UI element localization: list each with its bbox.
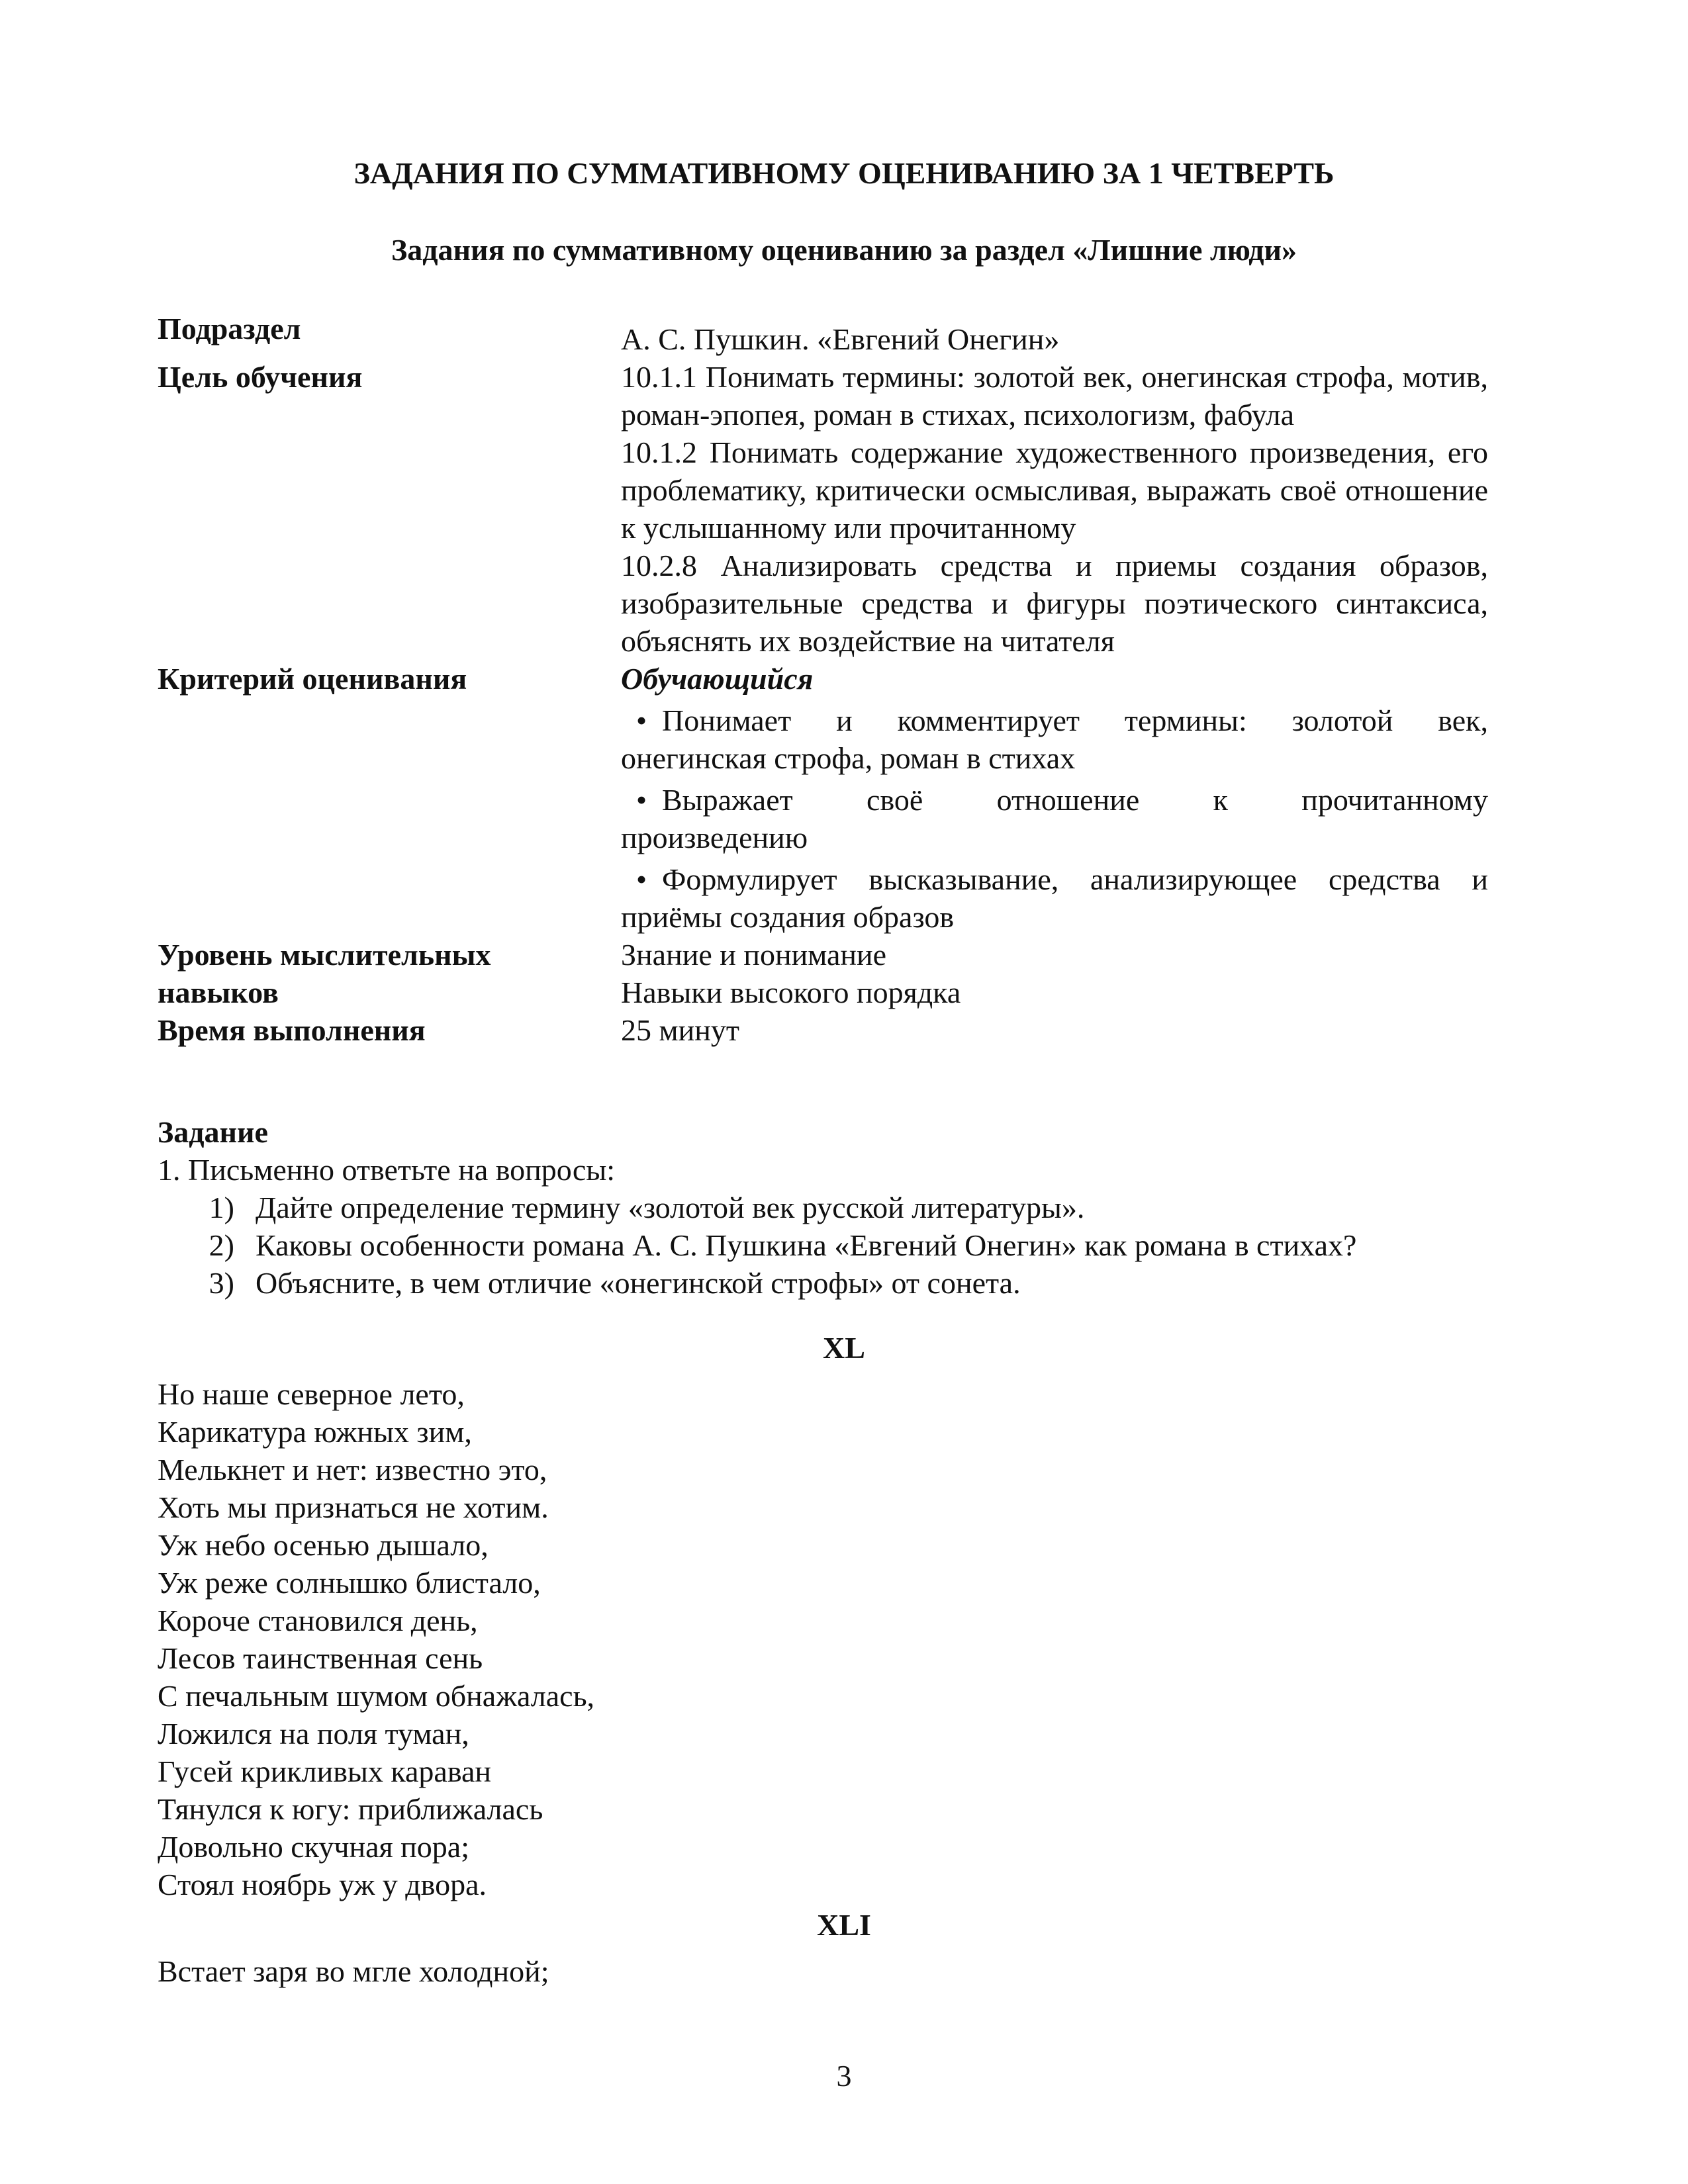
criteria-item: • Выражает своё отношение к прочитанному произведению xyxy=(621,781,1488,856)
poem-line: Довольно скучная пора; xyxy=(158,1830,469,1864)
goal-item: 10.1.1 Понимать термины: золотой век, онегинская строфа, мотив, роман-эпопея, роман в стихах, психологизм, фабула xyxy=(621,360,1488,432)
goal-row xyxy=(158,358,1508,660)
criteria-item: • Формулирует высказывание, анализирующее средства и приёмы создания образов xyxy=(621,860,1488,936)
poem-line: Короче становился день, xyxy=(158,1604,478,1637)
poem-line: Мелькнет и нет: известно это, xyxy=(158,1453,547,1486)
criteria-heading: Обучающийся xyxy=(621,662,814,696)
time-row xyxy=(158,1011,1508,1049)
poem-line: Встает заря во мгле холодной; xyxy=(158,1954,549,1988)
task-section xyxy=(158,1113,1508,1302)
question-item: 2) Каковы особенности романа А. С. Пушкина «Евгений Онегин» как романа в стихах? xyxy=(209,1228,1357,1262)
goal-label: Цель обучения xyxy=(158,360,363,394)
poem-line: Но наше северное лето, xyxy=(158,1377,465,1411)
goal-item: 10.2.8 Анализировать средства и приемы создания образов, изобразительные средства и фигуры поэтического синтаксиса, объяснять их воздействие на читателя xyxy=(621,549,1488,658)
stanza-title-xl: XL xyxy=(823,1331,865,1365)
task-intro: 1. Письменно ответьте на вопросы: xyxy=(158,1153,616,1187)
poem-line: Лесов таинственная сень xyxy=(158,1641,483,1675)
skills-label: Уровень мыслительных навыков xyxy=(158,938,491,1009)
criteria-row xyxy=(158,660,1508,936)
page-number: 3 xyxy=(836,2059,852,2093)
poem-line: Уж реже солнышко блистало, xyxy=(158,1566,541,1600)
section-title: Задания по суммативному оцениванию за раздел «Лишние люди» xyxy=(391,233,1297,267)
main-title: ЗАДАНИЯ ПО СУММАТИВНОМУ ОЦЕНИВАНИЮ ЗА 1 ЧЕТВЕРТЬ xyxy=(353,156,1335,190)
time-label: Время выполнения xyxy=(158,1013,426,1047)
poem-line: С печальным шумом обнажалась, xyxy=(158,1679,595,1713)
poem-line: Гусей крикливых караван xyxy=(158,1754,492,1788)
criteria-item: • Понимает и комментирует термины: золотой век, онегинская строфа, роман в стихах xyxy=(621,702,1488,777)
time-value: 25 минут xyxy=(621,1013,739,1047)
subsection-row xyxy=(158,310,1508,358)
info-table xyxy=(158,310,1508,1049)
task-heading: Задание xyxy=(158,1115,268,1149)
stanza-title-xli: XLI xyxy=(817,1908,871,1942)
question-item: 3) Объясните, в чем отличие «онегинской строфы» от сонета. xyxy=(209,1266,1021,1300)
skills-row xyxy=(158,936,1508,1011)
poem-line: Карикатура южных зим, xyxy=(158,1415,472,1449)
poem-line: Уж небо осенью дышало, xyxy=(158,1528,489,1562)
question-list xyxy=(158,1189,1508,1302)
subsection-label: Подраздел xyxy=(158,312,301,345)
criteria-list xyxy=(621,660,1488,936)
poem-line: Ложился на поля туман, xyxy=(158,1717,469,1751)
bullet-icon: • xyxy=(635,704,647,737)
stanza-xl-lines xyxy=(158,1375,1217,1903)
goal-item: 10.1.2 Понимать содержание художественного произведения, его проблематику, критически осмысливая, выражать своё отношение к услышанному или прочитанному xyxy=(621,435,1488,545)
poem-line: Тянулся к югу: приближалась xyxy=(158,1792,543,1826)
question-item: 1) Дайте определение термину «золотой век русской литературы». xyxy=(209,1191,1085,1224)
criteria-label: Критерий оценивания xyxy=(158,662,467,696)
skills-value: Знание и понимание Навыки высокого порядка xyxy=(621,938,961,1009)
stanza-xli-lines xyxy=(158,1952,1217,1990)
subsection-value: А. С. Пушкин. «Евгений Онегин» xyxy=(621,322,1060,356)
poem-line: Стоял ноябрь уж у двора. xyxy=(158,1868,487,1901)
poem-line: Хоть мы признаться не хотим. xyxy=(158,1490,549,1524)
bullet-icon: • xyxy=(635,783,647,817)
goal-list xyxy=(621,358,1488,660)
bullet-icon: • xyxy=(635,862,647,896)
